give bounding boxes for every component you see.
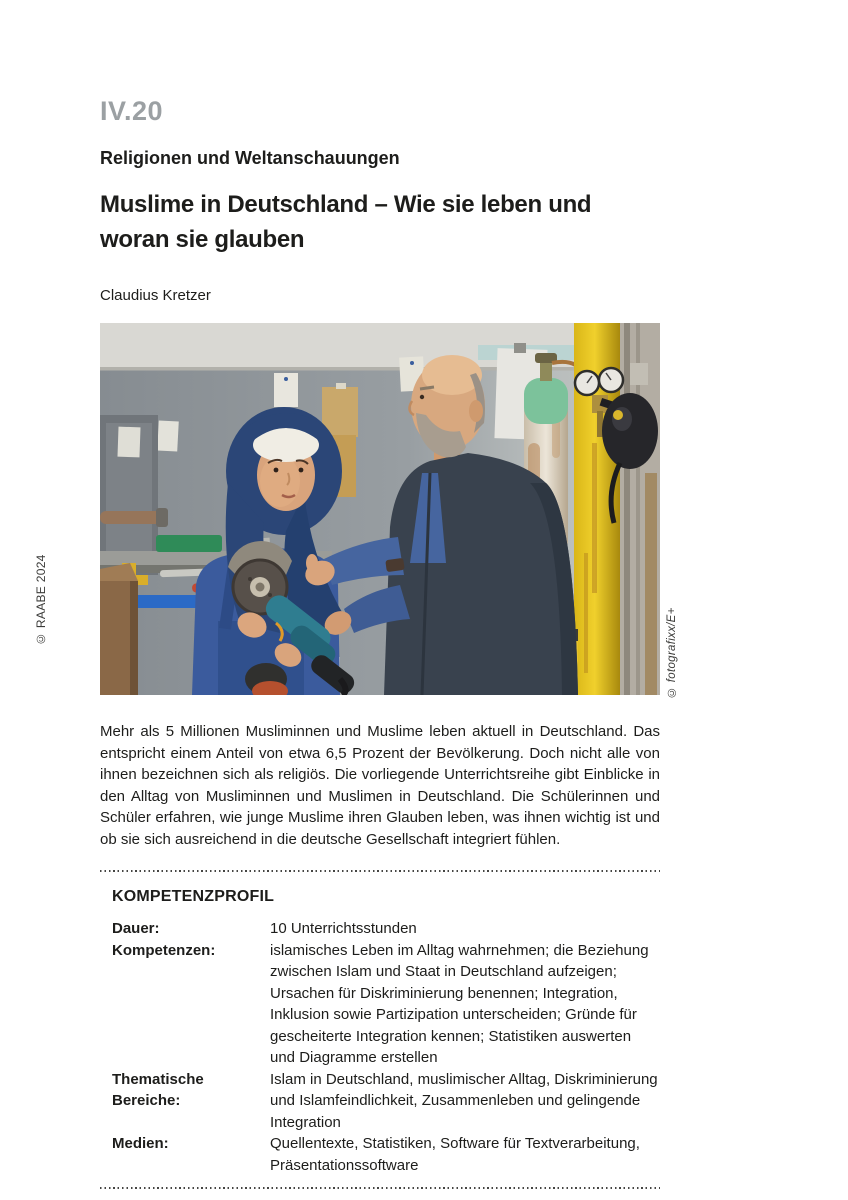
author-name: Claudius Kretzer: [100, 287, 211, 304]
profile-heading: KOMPETENZPROFIL: [112, 888, 275, 905]
intro-paragraph: Mehr als 5 Millionen Musliminnen und Muslime leben aktuell in Deutschland. Das entspricht einem Anteil von etwa 6,5 Prozent der Bevölkerung. Doch nicht alle von ihnen bezeichnen sich als religiös. Die vorliegende Unterrichtsreihe gibt Einblicke in den Alltag von Musliminnen und Muslimen in Deutschland. Die Schülerinnen und Schüler erfahren, wie junge Muslime ihren Glauben leben, was ihnen wichtig ist und ob sie sich ausreichend in die deutsche Gesellschaft integriert fühlen.: [100, 723, 660, 848]
dotted-divider-bottom: [100, 1187, 660, 1189]
profile-row-medien: [112, 1133, 660, 1176]
profile-label: Thematische Bereiche:: [112, 1070, 204, 1109]
profile-row-kompetenzen: [112, 940, 660, 1069]
competence-profile-box: [100, 870, 660, 1189]
series-title: Religionen und Weltanschauungen: [100, 148, 400, 168]
content-column: [100, 0, 660, 1189]
article-photo: [100, 323, 660, 695]
profile-value: 10 Unterrichtsstunden: [270, 920, 417, 937]
profile-value: Islam in Deutschland, muslimischer Alltag, Diskriminierung und Islamfeindlichkeit, Zusammenleben und gelingende Integration: [270, 1070, 658, 1131]
page-title-line-1: Muslime in Deutschland – Wie sie leben und: [100, 191, 592, 218]
page-title: [100, 187, 660, 257]
profile-value: islamisches Leben im Alltag wahrnehmen; die Beziehung zwischen Islam und Staat in Deutschland aufzeigen; Ursachen für Diskriminierung benennen; Integration, Inklusion sowie Partizipation unterscheiden; Gründe für gescheiterte Integration kennen; Statistiken auswerten und Diagramme erstellen: [270, 941, 649, 1066]
workshop-photo-illustration: [100, 323, 660, 695]
edition-copyright: © RAABE 2024: [34, 554, 48, 646]
profile-rows: [112, 918, 660, 1176]
profile-label: Medien:: [112, 1135, 169, 1152]
profile-row-thematische-bereiche: [112, 1069, 660, 1134]
page-title-line-2: woran sie glauben: [100, 226, 305, 253]
profile-label: Dauer:: [112, 920, 160, 937]
section-code: IV.20: [100, 96, 164, 126]
dotted-divider-top: [100, 870, 660, 872]
profile-label: Kompetenzen:: [112, 941, 216, 959]
profile-value: Quellentexte, Statistiken, Software für Textverarbeitung, Präsentationssoftware: [270, 1135, 640, 1174]
profile-row-dauer: [112, 918, 660, 940]
photo-credit: © fotografixx/E+: [666, 607, 678, 698]
